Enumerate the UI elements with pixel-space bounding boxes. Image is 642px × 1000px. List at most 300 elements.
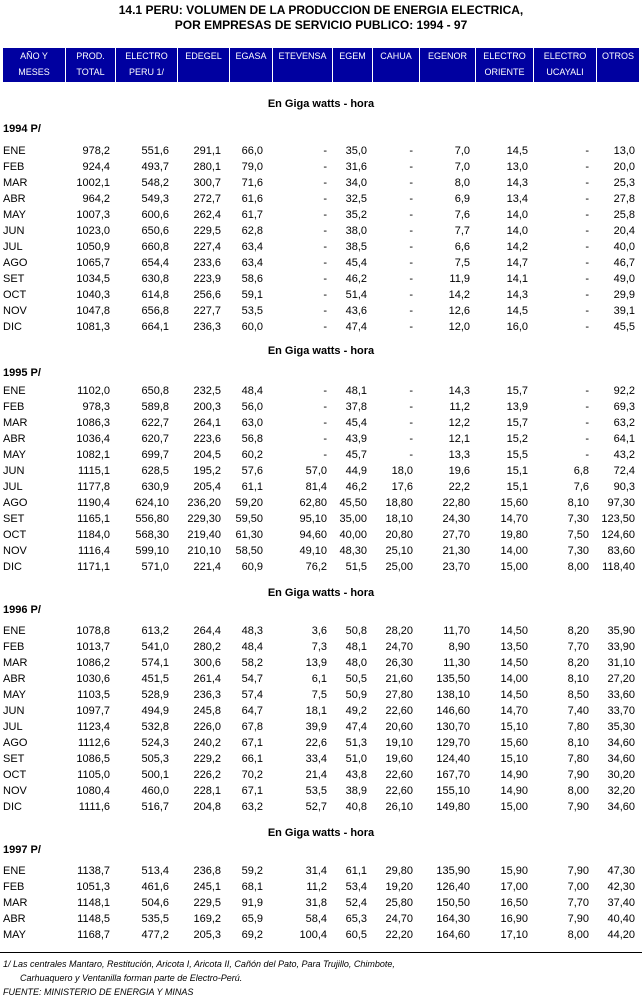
cell-etevensa: 95,10 <box>299 513 327 525</box>
cell-cahua: 22,60 <box>385 769 413 781</box>
cell-etevensa: - <box>323 273 327 285</box>
cell-egem: 48,0 <box>345 657 367 669</box>
month-cell: ABR <box>3 673 26 685</box>
cell-electro-peru: 504,6 <box>141 897 169 909</box>
cell-egenor: 22,80 <box>442 497 470 509</box>
cell-electro-ucayali: - <box>585 161 589 173</box>
cell-egenor: 146,60 <box>436 705 470 717</box>
cell-egenor: 14,3 <box>448 385 470 397</box>
cell-electro-ucayali: - <box>585 145 589 157</box>
cell-electro-peru: 493,7 <box>141 161 169 173</box>
month-cell: ENE <box>3 145 26 157</box>
cell-electro-ucayali: 7,90 <box>567 865 589 877</box>
cell-prod-total: 978,2 <box>82 145 110 157</box>
cell-edegel: 264,4 <box>193 625 221 637</box>
cell-egem: 38,5 <box>345 241 367 253</box>
table-row <box>0 927 642 943</box>
cell-otros: 44,20 <box>607 929 635 941</box>
cell-otros: 42,30 <box>607 881 635 893</box>
cell-prod-total: 1102,0 <box>77 385 110 397</box>
table-row <box>0 543 642 559</box>
cell-prod-total: 964,2 <box>82 193 110 205</box>
cell-otros: 29,9 <box>613 289 635 301</box>
cell-egem: 53,4 <box>345 881 367 893</box>
cell-electro-peru: 574,1 <box>141 657 169 669</box>
cell-electro-ucayali: 7,90 <box>567 801 589 813</box>
table-header <box>3 48 639 82</box>
cell-egenor: 135,90 <box>436 865 470 877</box>
table-row <box>0 255 642 271</box>
cell-egasa: 61,30 <box>235 529 263 541</box>
month-cell: FEB <box>3 161 25 173</box>
cell-electro-peru: 650,6 <box>141 225 169 237</box>
table-row <box>0 911 642 927</box>
year-heading: 1997 P/ <box>3 844 41 856</box>
cell-egasa: 60,2 <box>241 449 263 461</box>
cell-egenor: 138,10 <box>436 689 470 701</box>
cell-egasa: 48,4 <box>241 641 263 653</box>
cell-cahua: 27,80 <box>385 689 413 701</box>
cell-prod-total: 1013,7 <box>76 641 110 653</box>
cell-edegel: 223,9 <box>193 273 221 285</box>
cell-egasa: 61,7 <box>241 209 263 221</box>
cell-prod-total: 1002,1 <box>76 177 110 189</box>
cell-otros: 32,20 <box>607 785 635 797</box>
cell-cahua: 18,80 <box>385 497 413 509</box>
month-cell: DIC <box>3 321 22 333</box>
page-title-line-2: POR EMPRESAS DE SERVICIO PUBLICO: 1994 - 97 <box>174 18 468 32</box>
cell-otros: 34,60 <box>607 737 635 749</box>
cell-cahua: - <box>409 145 413 157</box>
cell-prod-total: 1171,1 <box>77 561 110 573</box>
cell-cahua: - <box>409 385 413 397</box>
cell-electro-peru: 461,6 <box>141 881 169 893</box>
cell-otros: 46,7 <box>613 257 635 269</box>
month-cell: FEB <box>3 401 25 413</box>
cell-etevensa: 53,5 <box>305 785 327 797</box>
cell-otros: 25,3 <box>613 177 635 189</box>
cell-egenor: 23,70 <box>442 561 470 573</box>
cell-egenor: 12,2 <box>448 417 470 429</box>
cell-otros: 92,2 <box>613 385 635 397</box>
cell-electro-ucayali: 7,30 <box>567 513 589 525</box>
cell-prod-total: 1177,8 <box>77 481 110 493</box>
cell-electro-oriente: 14,5 <box>506 145 528 157</box>
cell-egasa: 68,1 <box>241 881 263 893</box>
cell-egenor: 7,6 <box>454 209 470 221</box>
cell-egem: 46,2 <box>345 273 367 285</box>
cell-egasa: 48,4 <box>241 385 263 397</box>
month-cell: ABR <box>3 193 26 205</box>
cell-egasa: 59,1 <box>241 289 263 301</box>
cell-prod-total: 1111,6 <box>78 801 110 813</box>
cell-electro-ucayali: 8,10 <box>567 737 589 749</box>
month-cell: DIC <box>3 801 22 813</box>
month-cell: JUL <box>3 241 23 253</box>
cell-otros: 124,60 <box>601 529 635 541</box>
cell-electro-ucayali: - <box>585 401 589 413</box>
cell-otros: 64,1 <box>613 433 635 445</box>
table-row <box>0 207 642 223</box>
cell-egasa: 57,4 <box>241 689 263 701</box>
cell-electro-peru: 630,9 <box>141 481 169 493</box>
table-row <box>0 479 642 495</box>
cell-egem: 35,0 <box>345 145 367 157</box>
cell-electro-oriente: 15,1 <box>506 465 528 477</box>
month-cell: MAY <box>3 449 27 461</box>
month-cell: NOV <box>3 305 27 317</box>
cell-etevensa: 31,4 <box>305 865 327 877</box>
cell-prod-total: 1123,4 <box>77 721 110 733</box>
cell-electro-oriente: 13,9 <box>506 401 528 413</box>
table-row <box>0 623 642 639</box>
cell-egenor: 8,90 <box>448 641 470 653</box>
cell-otros: 118,40 <box>602 561 635 573</box>
cell-etevensa: 22,6 <box>305 737 327 749</box>
cell-electro-peru: 620,7 <box>141 433 169 445</box>
cell-etevensa: - <box>323 321 327 333</box>
cell-prod-total: 1050,9 <box>76 241 110 253</box>
cell-electro-peru: 460,0 <box>141 785 169 797</box>
cell-etevensa: 11,2 <box>306 881 327 893</box>
cell-electro-ucayali: 7,90 <box>567 769 589 781</box>
cell-electro-peru: 660,8 <box>141 241 169 253</box>
cell-prod-total: 1036,4 <box>76 433 110 445</box>
cell-egasa: 54,7 <box>241 673 263 685</box>
cell-etevensa: - <box>323 161 327 173</box>
cell-prod-total: 1190,4 <box>77 497 110 509</box>
cell-edegel: 227,7 <box>193 305 221 317</box>
cell-edegel: 226,2 <box>193 769 221 781</box>
cell-prod-total: 1080,4 <box>76 785 110 797</box>
cell-otros: 33,70 <box>607 705 635 717</box>
cell-prod-total: 1078,8 <box>76 625 110 637</box>
cell-electro-oriente: 15,1 <box>506 481 528 493</box>
cell-electro-oriente: 15,60 <box>500 497 528 509</box>
cell-cahua: - <box>409 321 413 333</box>
cell-electro-oriente: 14,90 <box>500 785 528 797</box>
cell-edegel: 280,1 <box>193 161 221 173</box>
cell-prod-total: 1103,5 <box>77 689 110 701</box>
cell-egasa: 56,0 <box>241 401 263 413</box>
table-row <box>0 511 642 527</box>
cell-cahua: 18,10 <box>385 513 413 525</box>
cell-electro-ucayali: - <box>585 209 589 221</box>
cell-edegel: 245,8 <box>193 705 221 717</box>
cell-electro-peru: 513,4 <box>141 865 169 877</box>
cell-edegel: 195,2 <box>193 465 221 477</box>
cell-egenor: 11,30 <box>443 657 470 669</box>
cell-etevensa: 49,10 <box>299 545 327 557</box>
cell-egenor: 13,3 <box>448 449 470 461</box>
cell-cahua: - <box>409 257 413 269</box>
cell-etevensa: 62,80 <box>299 497 327 509</box>
cell-electro-oriente: 14,0 <box>506 209 528 221</box>
footnote-2: Carhuaquero y Ventanilla forman parte de Electro-Perú. <box>20 973 243 983</box>
cell-electro-ucayali: - <box>585 417 589 429</box>
cell-egasa: 64,7 <box>241 705 263 717</box>
cell-edegel: 280,2 <box>193 641 221 653</box>
cell-electro-peru: 656,8 <box>141 305 169 317</box>
cell-egem: 47,4 <box>345 321 367 333</box>
cell-egenor: 167,70 <box>436 769 470 781</box>
cell-electro-peru: 528,9 <box>141 689 169 701</box>
cell-cahua: - <box>409 177 413 189</box>
cell-electro-peru: 505,3 <box>141 753 169 765</box>
table-row <box>0 783 642 799</box>
cell-egasa: 79,0 <box>241 161 263 173</box>
cell-edegel: 256,6 <box>193 289 221 301</box>
cell-egasa: 60,0 <box>241 321 263 333</box>
footnote-1: 1/ Las centrales Mantaro, Restitución, Aricota I, Aricota II, Cañón del Pato, Para Trujillo, Chimbote, <box>3 959 395 969</box>
cell-edegel: 210,10 <box>187 545 221 557</box>
cell-etevensa: - <box>323 145 327 157</box>
cell-prod-total: 1116,4 <box>77 545 110 557</box>
cell-electro-ucayali: 7,80 <box>567 721 589 733</box>
cell-egem: 51,4 <box>345 289 367 301</box>
cell-edegel: 229,2 <box>193 753 221 765</box>
cell-cahua: 19,20 <box>385 881 413 893</box>
cell-electro-ucayali: - <box>585 193 589 205</box>
cell-electro-ucayali: 7,90 <box>567 913 589 925</box>
month-cell: SET <box>3 273 25 285</box>
cell-electro-peru: 548,2 <box>141 177 169 189</box>
cell-electro-oriente: 14,1 <box>506 273 528 285</box>
table-row <box>0 863 642 879</box>
cell-etevensa: - <box>323 449 327 461</box>
month-cell: OCT <box>3 769 27 781</box>
cell-egasa: 59,20 <box>235 497 263 509</box>
cell-electro-oriente: 15,00 <box>500 801 528 813</box>
cell-electro-oriente: 14,70 <box>500 513 528 525</box>
header-cahua: CAHUA <box>373 48 420 82</box>
cell-prod-total: 1023,0 <box>76 225 110 237</box>
cell-otros: 83,60 <box>607 545 635 557</box>
month-cell: JUN <box>3 225 25 237</box>
month-cell: SET <box>3 513 25 525</box>
table-row <box>0 879 642 895</box>
cell-cahua: - <box>409 417 413 429</box>
cell-etevensa: - <box>323 417 327 429</box>
header-egem: EGEM <box>333 48 373 82</box>
cell-edegel: 236,20 <box>187 497 221 509</box>
month-cell: OCT <box>3 289 27 301</box>
cell-egenor: 14,2 <box>448 289 470 301</box>
cell-egasa: 63,4 <box>241 257 263 269</box>
cell-cahua: 19,60 <box>385 753 413 765</box>
cell-electro-oriente: 13,50 <box>500 641 528 653</box>
unit-label: En Giga watts - hora <box>267 98 375 110</box>
unit-label: En Giga watts - hora <box>267 587 375 599</box>
cell-electro-peru: 532,8 <box>141 721 169 733</box>
cell-edegel: 204,5 <box>193 449 221 461</box>
cell-egem: 44,9 <box>345 465 367 477</box>
cell-egenor: 27,70 <box>442 529 470 541</box>
cell-electro-oriente: 14,00 <box>500 673 528 685</box>
cell-cahua: 19,10 <box>385 737 413 749</box>
table-row <box>0 655 642 671</box>
cell-prod-total: 978,3 <box>82 401 110 413</box>
table-row <box>0 399 642 415</box>
cell-electro-peru: 494,9 <box>141 705 169 717</box>
cell-etevensa: - <box>323 193 327 205</box>
cell-electro-peru: 541,0 <box>141 641 169 653</box>
cell-electro-oriente: 15,10 <box>500 753 528 765</box>
cell-electro-peru: 589,8 <box>141 401 169 413</box>
cell-egenor: 12,6 <box>448 305 470 317</box>
cell-egem: 35,00 <box>339 513 367 525</box>
cell-electro-oriente: 15,60 <box>500 737 528 749</box>
cell-electro-oriente: 14,3 <box>506 177 528 189</box>
cell-otros: 20,0 <box>613 161 635 173</box>
cell-electro-ucayali: 7,00 <box>567 881 589 893</box>
cell-edegel: 227,4 <box>193 241 221 253</box>
cell-edegel: 219,40 <box>187 529 221 541</box>
cell-edegel: 223,6 <box>193 433 221 445</box>
cell-otros: 37,40 <box>607 897 635 909</box>
cell-prod-total: 1184,0 <box>77 529 110 541</box>
table-row <box>0 223 642 239</box>
cell-electro-peru: 650,8 <box>141 385 169 397</box>
cell-edegel: 236,8 <box>193 865 221 877</box>
cell-electro-ucayali: 8,10 <box>567 673 589 685</box>
cell-otros: 69,3 <box>613 401 635 413</box>
cell-edegel: 204,8 <box>193 801 221 813</box>
year-heading: 1996 P/ <box>3 604 41 616</box>
cell-electro-ucayali: 8,00 <box>567 561 589 573</box>
cell-prod-total: 1081,3 <box>76 321 110 333</box>
cell-electro-oriente: 14,00 <box>500 545 528 557</box>
month-cell: NOV <box>3 785 27 797</box>
table-row <box>0 271 642 287</box>
month-cell: SET <box>3 753 25 765</box>
cell-etevensa: 13,9 <box>305 657 327 669</box>
cell-egasa: 67,8 <box>241 721 263 733</box>
unit-label: En Giga watts - hora <box>267 345 375 357</box>
cell-egasa: 71,6 <box>241 177 263 189</box>
cell-egasa: 58,6 <box>241 273 263 285</box>
cell-electro-peru: 477,2 <box>141 929 169 941</box>
cell-edegel: 236,3 <box>193 321 221 333</box>
cell-electro-ucayali: 8,10 <box>567 497 589 509</box>
cell-cahua: 17,6 <box>391 481 413 493</box>
month-cell: MAY <box>3 689 27 701</box>
cell-electro-peru: 549,3 <box>141 193 169 205</box>
cell-egem: 48,30 <box>339 545 367 557</box>
cell-egem: 32,5 <box>345 193 367 205</box>
cell-prod-total: 1086,5 <box>76 753 110 765</box>
header-electro-ucayali: ELECTRO UCAYALI <box>534 48 597 82</box>
cell-egasa: 66,1 <box>241 753 263 765</box>
source-note: FUENTE: MINISTERIO DE ENERGIA Y MINAS <box>3 987 194 997</box>
cell-etevensa: - <box>323 385 327 397</box>
cell-cahua: 20,60 <box>385 721 413 733</box>
cell-prod-total: 1040,3 <box>76 289 110 301</box>
cell-electro-ucayali: 8,20 <box>567 625 589 637</box>
cell-electro-oriente: 14,3 <box>506 289 528 301</box>
month-cell: JUN <box>3 465 25 477</box>
cell-electro-oriente: 13,4 <box>506 193 528 205</box>
cell-egenor: 12,1 <box>448 433 470 445</box>
cell-electro-oriente: 14,50 <box>500 625 528 637</box>
cell-electro-ucayali: - <box>585 257 589 269</box>
cell-electro-oriente: 14,7 <box>506 257 528 269</box>
cell-cahua: - <box>409 273 413 285</box>
cell-otros: 123,50 <box>601 513 635 525</box>
cell-egenor: 22,2 <box>448 481 470 493</box>
cell-egasa: 91,9 <box>241 897 263 909</box>
cell-otros: 35,30 <box>607 721 635 733</box>
cell-cahua: - <box>409 305 413 317</box>
cell-otros: 43,2 <box>613 449 635 461</box>
cell-prod-total: 1086,2 <box>76 657 110 669</box>
cell-cahua: 24,70 <box>385 913 413 925</box>
cell-egasa: 67,1 <box>241 785 263 797</box>
cell-electro-peru: 599,10 <box>135 545 169 557</box>
cell-electro-peru: 622,7 <box>141 417 169 429</box>
cell-prod-total: 1082,1 <box>76 449 110 461</box>
month-cell: ENE <box>3 385 26 397</box>
cell-otros: 49,0 <box>613 273 635 285</box>
cell-egasa: 58,2 <box>241 657 263 669</box>
cell-edegel: 205,3 <box>193 929 221 941</box>
cell-egenor: 7,0 <box>454 161 470 173</box>
cell-electro-ucayali: 7,70 <box>567 641 589 653</box>
month-cell: DIC <box>3 561 22 573</box>
cell-etevensa: - <box>323 241 327 253</box>
month-cell: ABR <box>3 913 26 925</box>
cell-etevensa: - <box>323 177 327 189</box>
cell-etevensa: 94,60 <box>299 529 327 541</box>
cell-egenor: 6,9 <box>454 193 470 205</box>
cell-egem: 40,00 <box>339 529 367 541</box>
cell-edegel: 291,1 <box>193 145 221 157</box>
cell-electro-oriente: 14,2 <box>506 241 528 253</box>
cell-egenor: 130,70 <box>436 721 470 733</box>
cell-egenor: 11,9 <box>449 273 470 285</box>
cell-cahua: - <box>409 289 413 301</box>
cell-etevensa: 7,3 <box>311 641 327 653</box>
cell-cahua: - <box>409 241 413 253</box>
cell-cahua: - <box>409 225 413 237</box>
cell-edegel: 221,4 <box>193 561 221 573</box>
cell-electro-ucayali: - <box>585 289 589 301</box>
cell-etevensa: 52,7 <box>305 801 327 813</box>
cell-egem: 45,4 <box>345 257 367 269</box>
header-electro-oriente: ELECTRO ORIENTE <box>476 48 534 82</box>
cell-electro-peru: 654,4 <box>141 257 169 269</box>
cell-prod-total: 1007,3 <box>76 209 110 221</box>
cell-edegel: 229,30 <box>187 513 221 525</box>
cell-egem: 38,9 <box>345 785 367 797</box>
cell-cahua: - <box>409 209 413 221</box>
cell-egem: 45,4 <box>345 417 367 429</box>
cell-otros: 35,90 <box>607 625 635 637</box>
cell-otros: 31,10 <box>607 657 635 669</box>
cell-egem: 50,8 <box>345 625 367 637</box>
cell-etevensa: 31,8 <box>305 897 327 909</box>
cell-etevensa: - <box>323 305 327 317</box>
cell-egenor: 126,40 <box>436 881 470 893</box>
cell-etevensa: 6,1 <box>311 673 327 685</box>
cell-egasa: 63,4 <box>241 241 263 253</box>
cell-electro-oriente: 15,7 <box>506 385 528 397</box>
cell-egasa: 69,2 <box>241 929 263 941</box>
cell-cahua: 21,60 <box>385 673 413 685</box>
cell-electro-ucayali: 8,50 <box>567 689 589 701</box>
cell-egenor: 21,30 <box>442 545 470 557</box>
cell-egenor: 11,70 <box>443 625 470 637</box>
